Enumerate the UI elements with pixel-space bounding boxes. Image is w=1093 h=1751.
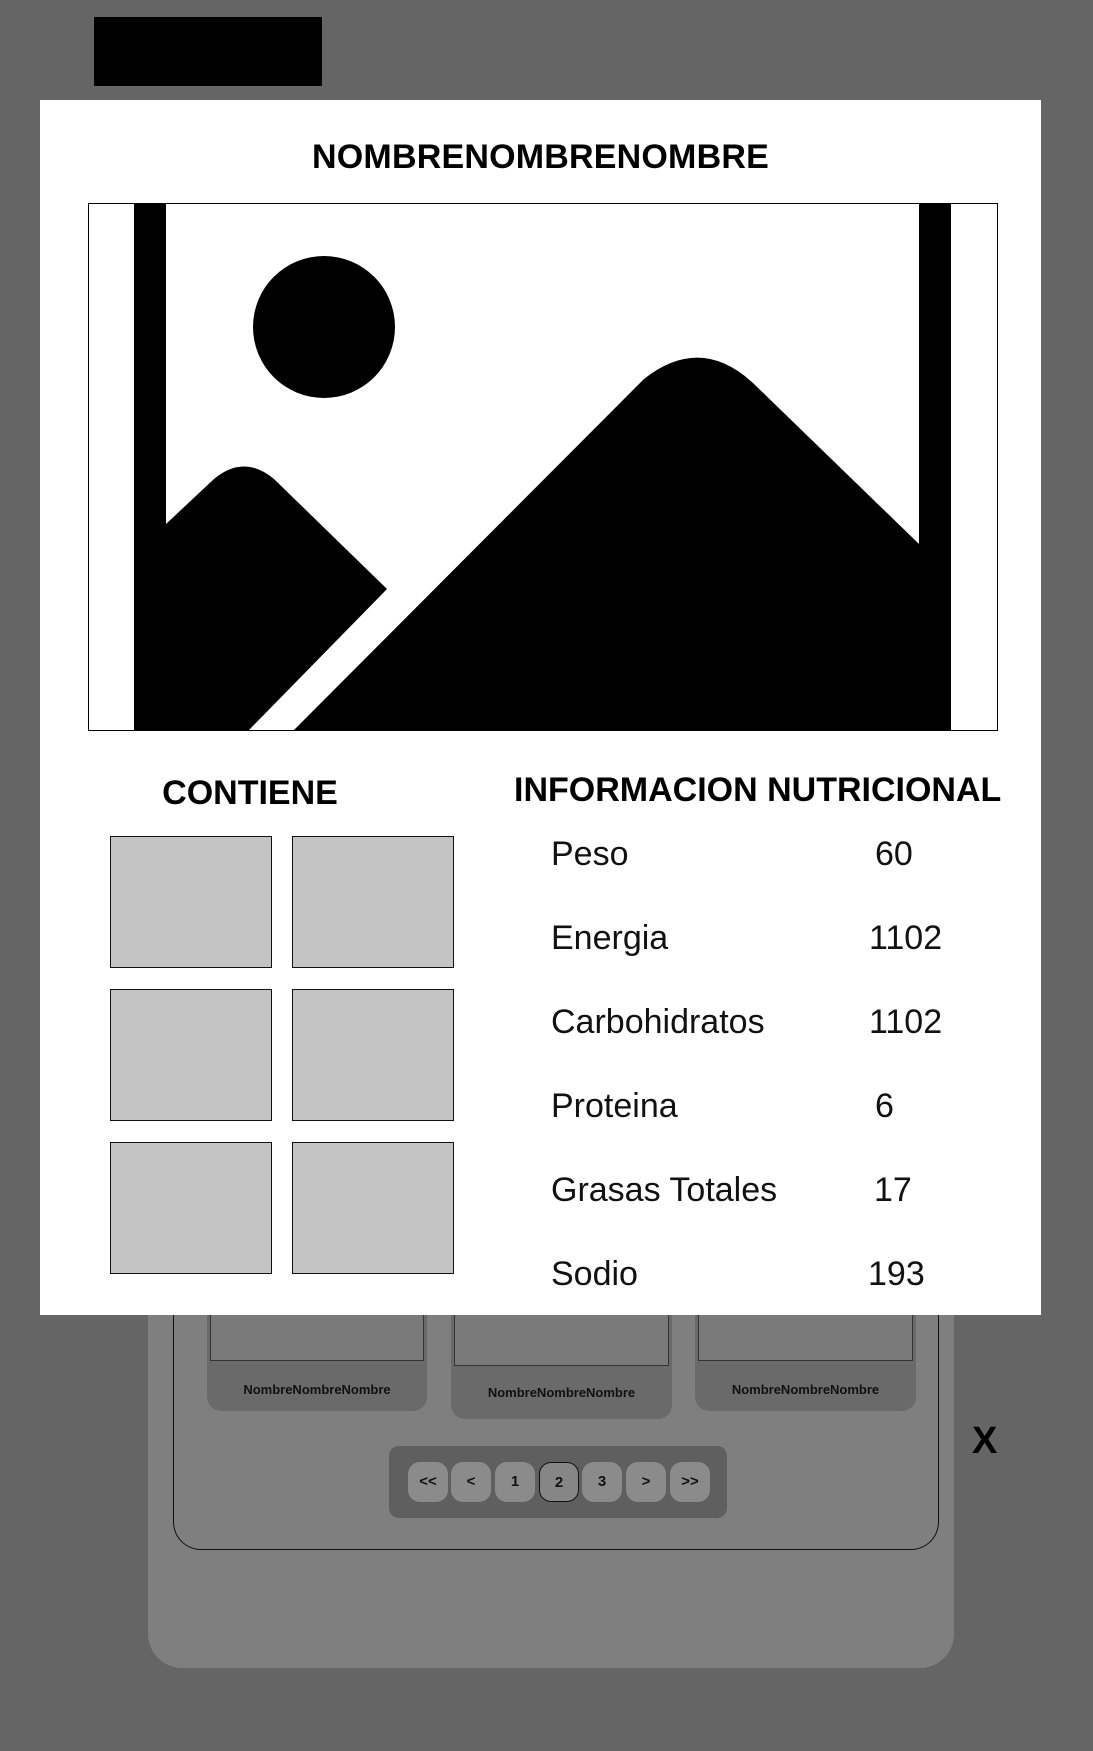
nutrition-row-grasas-totales — [551, 1171, 991, 1215]
product-card[interactable] — [695, 1310, 916, 1411]
close-modal-button[interactable]: X — [972, 1420, 998, 1462]
first-page-button[interactable]: << — [408, 1462, 448, 1502]
product-image — [698, 1310, 913, 1361]
ingredient-tile[interactable] — [110, 989, 272, 1121]
nutrition-label: Peso — [551, 835, 629, 873]
product-card[interactable] — [207, 1310, 427, 1411]
nutrition-heading: INFORMACION NUTRICIONAL — [514, 771, 1002, 809]
nutrition-row-energia — [551, 919, 991, 963]
next-page-button[interactable]: > — [626, 1462, 666, 1502]
nutrition-value: 17 — [874, 1171, 912, 1209]
logo-block — [94, 17, 322, 86]
nutrition-value: 60 — [875, 835, 913, 873]
nutrition-value: 6 — [875, 1087, 894, 1125]
page-button-1[interactable]: 1 — [495, 1462, 535, 1502]
pagination — [389, 1446, 727, 1518]
product-name: NombreNombreNombre — [487, 1385, 636, 1400]
nutrition-label: Carbohidratos — [551, 1003, 765, 1041]
ingredient-tile[interactable] — [292, 989, 454, 1121]
ingredient-tile[interactable] — [292, 1142, 454, 1274]
image-placeholder-icon — [89, 204, 997, 730]
nutrition-label: Sodio — [551, 1255, 638, 1293]
product-title: NOMBRENOMBRENOMBRE — [312, 138, 769, 176]
nutrition-row-carbohidratos — [551, 1003, 991, 1047]
ingredient-tile[interactable] — [110, 836, 272, 968]
product-detail-modal — [40, 100, 1041, 1315]
page-button-3[interactable]: 3 — [582, 1462, 622, 1502]
contains-heading: CONTIENE — [162, 774, 338, 812]
nutrition-value: 193 — [868, 1255, 925, 1293]
prev-page-button[interactable]: < — [451, 1462, 491, 1502]
product-name: NombreNombreNombre — [731, 1382, 880, 1397]
nutrition-row-sodio — [551, 1255, 991, 1299]
page-button-2-current[interactable]: 2 — [539, 1462, 579, 1502]
nutrition-row-peso — [551, 835, 991, 879]
ingredient-tile[interactable] — [292, 836, 454, 968]
ingredient-tile[interactable] — [110, 1142, 272, 1274]
product-image — [454, 1310, 669, 1366]
last-page-button[interactable]: >> — [670, 1462, 710, 1502]
product-name: NombreNombreNombre — [243, 1382, 391, 1397]
nutrition-value: 1102 — [869, 1003, 943, 1041]
product-image — [88, 203, 998, 731]
nutrition-value: 1102 — [869, 919, 943, 957]
nutrition-label: Energia — [551, 919, 669, 957]
nutrition-label: Proteina — [551, 1087, 678, 1125]
product-image — [210, 1310, 424, 1361]
nutrition-row-proteina — [551, 1087, 991, 1131]
product-card[interactable] — [451, 1310, 672, 1419]
nutrition-label: Grasas Totales — [551, 1171, 778, 1209]
